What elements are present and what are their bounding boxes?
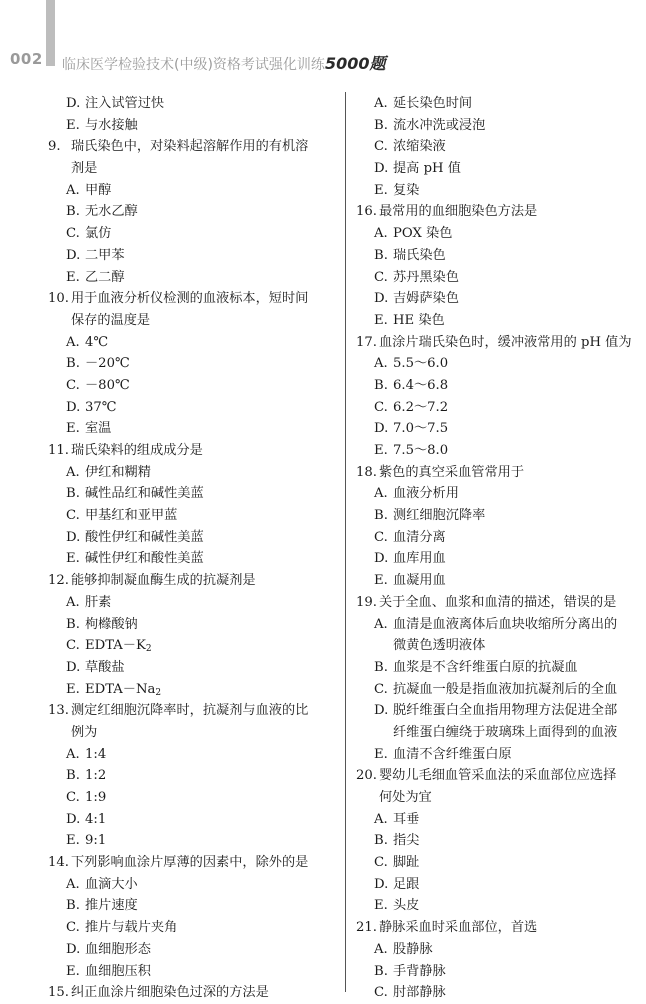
answer-option	[356, 679, 646, 701]
option-letter: C.	[66, 790, 80, 805]
option-subscript: 2	[155, 687, 162, 698]
option-letter: B.	[66, 898, 80, 914]
option-text: 吉姆萨染色	[393, 291, 459, 307]
option-letter: A.	[374, 486, 388, 502]
option-text: POX 染色	[393, 226, 453, 242]
option-letter: C.	[374, 681, 388, 697]
option-letter: D.	[66, 529, 81, 545]
question-text: 最常用的血细胞染色方法是	[379, 204, 538, 220]
option-letter: B.	[66, 616, 80, 632]
option-letter: A.	[374, 811, 388, 827]
option-letter: E.	[66, 269, 80, 285]
option-text: 瑞氏染色	[393, 247, 446, 263]
question-number: 12.	[48, 573, 69, 589]
option-text: 血液分析用	[393, 486, 459, 502]
page-header	[0, 48, 646, 74]
answer-option	[356, 505, 646, 527]
option-letter: B.	[374, 963, 388, 979]
answer-option	[48, 765, 340, 787]
question-number: 9.	[48, 139, 61, 155]
option-text: 枸橼酸钠	[85, 616, 138, 632]
answer-option	[48, 657, 340, 679]
option-text: 血凝用血	[393, 573, 446, 589]
option-letter: A.	[374, 356, 388, 372]
option-text: 提高 pH 值	[393, 161, 461, 177]
option-text: 草酸盐	[85, 659, 125, 675]
option-text: 甲基红和亚甲蓝	[85, 508, 178, 524]
answer-option	[48, 744, 340, 766]
answer-option	[356, 397, 646, 419]
option-text: 氯仿	[85, 226, 112, 242]
answer-option	[356, 375, 646, 397]
question-number: 18.	[356, 464, 377, 480]
answer-option	[356, 961, 646, 983]
answer-option	[48, 201, 340, 223]
option-text: 股静脉	[393, 941, 433, 957]
option-text: 4:1	[85, 811, 107, 827]
book-title-emphasis: 5000题	[324, 54, 386, 73]
question-text: 血涂片瑞氏染色时，缓冲液常用的 pH 值为	[379, 334, 632, 350]
question-number: 20.	[356, 768, 377, 784]
question-number: 11.	[48, 443, 69, 458]
question-number: 21.	[356, 920, 377, 936]
answer-option	[48, 679, 340, 701]
option-text: 手背静脉	[393, 963, 446, 979]
question-text: 静脉采血时采血部位，首选	[379, 920, 538, 936]
option-letter: C.	[374, 269, 388, 285]
option-letter: C.	[374, 529, 388, 545]
answer-option	[356, 93, 646, 115]
option-letter: E.	[66, 681, 80, 697]
option-text: 5.5～6.0	[393, 356, 449, 372]
question-text: 下列影响血涂片厚薄的因素中，除外的是	[71, 855, 309, 871]
question-line	[356, 765, 646, 787]
option-letter: E.	[374, 898, 388, 914]
question-line	[48, 982, 340, 1004]
option-letter: D.	[66, 811, 81, 827]
question-text: 瑞氏染色中，对染料起溶解作用的有机溶	[71, 139, 309, 155]
answer-option	[48, 635, 340, 657]
option-letter: A.	[374, 226, 388, 242]
option-text: 4℃	[85, 334, 109, 350]
option-text: 复染	[393, 182, 420, 198]
option-letter: B.	[374, 833, 388, 849]
answer-option	[48, 332, 340, 354]
option-letter: D.	[374, 421, 389, 437]
answer-option	[356, 852, 646, 874]
answer-option	[356, 267, 646, 289]
question-line	[48, 136, 340, 158]
option-text: 9:1	[85, 833, 107, 849]
question-line	[48, 440, 340, 462]
question-text: 能够抑制凝血酶生成的抗凝剂是	[71, 573, 256, 589]
option-letter: D.	[66, 941, 81, 957]
option-text: －80℃	[85, 377, 130, 393]
option-text: 室温	[85, 421, 112, 437]
option-text: EDTA－Na	[85, 681, 156, 697]
answer-option	[48, 830, 340, 852]
answer-option	[356, 830, 646, 852]
question-line	[356, 592, 646, 614]
option-letter: D.	[66, 96, 81, 111]
option-text: 与水接触	[85, 117, 138, 133]
answer-option	[356, 418, 646, 440]
option-letter: B.	[374, 117, 388, 133]
answer-option	[48, 353, 340, 375]
question-line	[48, 570, 340, 592]
page-number: 002	[10, 50, 43, 68]
answer-option	[356, 310, 646, 332]
option-letter: A.	[374, 941, 388, 957]
option-text: 血清分离	[393, 529, 446, 545]
answer-option	[356, 180, 646, 202]
option-letter: C.	[374, 855, 388, 871]
option-text: 注入试管过快	[85, 96, 165, 111]
option-letter: B.	[374, 659, 388, 675]
option-text: 肘部静脉	[393, 985, 446, 1001]
answer-option	[48, 917, 340, 939]
option-letter: D.	[374, 551, 389, 567]
option-letter: B.	[374, 247, 388, 263]
option-text: 流水冲洗或浸泡	[393, 117, 486, 133]
option-letter: E.	[374, 182, 388, 198]
option-letter: A.	[66, 594, 80, 610]
answer-option	[48, 418, 340, 440]
option-letter: C.	[66, 920, 80, 936]
option-text: HE 染色	[393, 312, 445, 328]
option-text: 乙二醇	[85, 269, 125, 285]
option-text: 血细胞形态	[85, 941, 151, 957]
option-text: 酸性伊红和碱性美蓝	[85, 529, 204, 545]
option-continuation: 纤维蛋白缠绕于玻璃珠上面得到的血液	[393, 724, 618, 740]
option-text: 抗凝血一般是指血液加抗凝剂后的全血	[393, 681, 618, 697]
option-continuation: 微黄色透明液体	[393, 638, 486, 654]
option-text: EDTA－K	[85, 638, 146, 654]
question-text: 紫色的真空采血管常用于	[379, 464, 525, 480]
answer-option	[48, 180, 340, 202]
question-continuation: 例为	[71, 724, 98, 740]
question-line	[48, 288, 340, 310]
option-text: 推片与载片夹角	[85, 920, 178, 936]
answer-option	[356, 483, 646, 505]
question-line	[48, 852, 340, 874]
option-text: 耳垂	[393, 811, 420, 827]
option-letter: D.	[66, 659, 81, 675]
option-text: 6.2～7.2	[393, 399, 449, 415]
answer-option	[356, 353, 646, 375]
option-text: 足跟	[393, 876, 420, 892]
option-text: 头皮	[393, 898, 420, 914]
option-letter: E.	[374, 312, 388, 328]
option-letter: C.	[374, 139, 388, 155]
option-text: 甲醇	[85, 182, 112, 198]
option-letter: A.	[66, 876, 80, 892]
option-letter: C.	[66, 638, 80, 654]
answer-option	[48, 527, 340, 549]
option-text: 7.0～7.5	[393, 421, 449, 437]
option-text: 血清是血液离体后血块收缩所分离出的	[393, 616, 618, 632]
option-letter: B.	[374, 377, 388, 393]
option-letter: C.	[66, 508, 80, 524]
answer-option	[48, 93, 340, 115]
question-number: 10.	[48, 291, 69, 307]
answer-option	[48, 548, 340, 570]
question-number: 14.	[48, 855, 69, 871]
question-line	[48, 700, 340, 722]
option-letter: E.	[66, 421, 80, 437]
answer-option	[48, 592, 340, 614]
question-continuation: 剂是	[71, 161, 98, 177]
option-letter: B.	[374, 508, 388, 524]
option-letter: E.	[374, 746, 388, 762]
option-letter: A.	[374, 616, 388, 632]
option-letter: D.	[66, 399, 81, 415]
option-text: 碱性品红和碱性美蓝	[85, 486, 204, 502]
answer-option	[356, 288, 646, 310]
answer-option	[48, 787, 340, 809]
left-column	[48, 93, 340, 1004]
question-number: 19.	[356, 594, 377, 610]
option-text: 肝素	[85, 594, 112, 610]
question-number: 15.	[48, 985, 69, 1001]
option-text: 血滴大小	[85, 876, 138, 892]
answer-option	[48, 939, 340, 961]
answer-option	[48, 462, 340, 484]
answer-option	[356, 136, 646, 158]
question-line	[356, 201, 646, 223]
question-text: 瑞氏染料的组成成分是	[71, 443, 203, 458]
option-text: 苏丹黑染色	[393, 269, 459, 285]
option-letter: C.	[66, 226, 80, 242]
option-text: 脚趾	[393, 855, 420, 871]
answer-option	[48, 505, 340, 527]
option-text: 37℃	[85, 399, 117, 415]
option-text: 血清不含纤维蛋白原	[393, 746, 512, 762]
answer-option	[48, 874, 340, 896]
option-text: 伊红和糊精	[85, 464, 151, 480]
option-text: 血浆是不含纤维蛋白原的抗凝血	[393, 659, 578, 675]
question-number: 13.	[48, 703, 69, 719]
option-text: 碱性伊红和酸性美蓝	[85, 551, 204, 567]
answer-option	[356, 895, 646, 917]
option-text: 7.5～8.0	[393, 443, 449, 458]
option-text: 测红细胞沉降率	[393, 508, 486, 524]
answer-option	[356, 700, 646, 722]
answer-option	[356, 570, 646, 592]
answer-option	[48, 245, 340, 267]
option-text: 无水乙醇	[85, 204, 138, 220]
answer-option	[356, 115, 646, 137]
option-text: 推片速度	[85, 898, 138, 914]
answer-option	[48, 895, 340, 917]
option-text: 指尖	[393, 833, 420, 849]
option-text: 血细胞压积	[85, 963, 151, 979]
option-letter: D.	[374, 876, 389, 892]
question-line	[356, 917, 646, 939]
option-text: 6.4～6.8	[393, 377, 449, 393]
answer-option	[48, 397, 340, 419]
option-letter: B.	[66, 486, 80, 502]
option-letter: D.	[374, 161, 389, 177]
option-text: 1:4	[85, 746, 107, 762]
answer-option	[48, 483, 340, 505]
question-number: 17.	[356, 334, 377, 350]
option-letter: E.	[66, 551, 80, 567]
answer-option	[48, 809, 340, 831]
question-line	[356, 462, 646, 484]
answer-option	[356, 223, 646, 245]
option-letter: C.	[374, 399, 388, 415]
answer-option	[356, 440, 646, 462]
option-letter: E.	[66, 117, 80, 133]
option-letter: D.	[66, 247, 81, 263]
answer-option	[48, 614, 340, 636]
question-number: 16.	[356, 204, 377, 220]
question-continuation: 何处为宜	[379, 790, 432, 805]
question-text: 关于全血、血浆和血清的描述，错误的是	[379, 594, 617, 610]
answer-option	[356, 874, 646, 896]
option-letter: B.	[66, 356, 80, 372]
right-column	[356, 93, 646, 1004]
question-text: 测定红细胞沉降率时，抗凝剂与血液的比	[71, 703, 309, 719]
column-divider	[345, 92, 346, 992]
option-letter: E.	[66, 833, 80, 849]
answer-option	[48, 375, 340, 397]
option-letter: A.	[66, 182, 80, 198]
option-text: 浓缩染液	[393, 139, 446, 155]
option-text: 1:9	[85, 790, 107, 805]
option-letter: E.	[374, 573, 388, 589]
answer-option	[356, 939, 646, 961]
option-letter: B.	[66, 204, 80, 220]
book-title-text: 临床医学检验技术(中级)资格考试强化训练	[62, 57, 325, 73]
answer-option	[48, 223, 340, 245]
answer-option	[356, 657, 646, 679]
option-subscript: 2	[145, 644, 152, 655]
option-text: 脱纤维蛋白全血指用物理方法促进全部	[393, 703, 618, 719]
option-text: 延长染色时间	[393, 96, 473, 111]
answer-option	[356, 245, 646, 267]
option-letter: D.	[374, 291, 389, 307]
question-continuation: 保存的温度是	[71, 312, 151, 328]
question-text: 用于血液分析仪检测的血液标本，短时间	[71, 291, 309, 307]
option-text: 1:2	[85, 768, 107, 784]
answer-option	[356, 614, 646, 636]
option-text: 血库用血	[393, 551, 446, 567]
option-text: 二甲苯	[85, 247, 125, 263]
answer-option	[48, 267, 340, 289]
answer-option	[48, 115, 340, 137]
option-letter: A.	[374, 96, 388, 111]
answer-option	[48, 961, 340, 983]
question-text: 婴幼儿毛细血管采血法的采血部位应选择	[379, 768, 617, 784]
answer-option	[356, 809, 646, 831]
answer-option	[356, 548, 646, 570]
option-letter: A.	[66, 464, 80, 480]
question-text: 纠正血涂片细胞染色过深的方法是	[71, 985, 269, 1001]
option-text: －20℃	[85, 356, 130, 372]
answer-option	[356, 527, 646, 549]
question-line	[356, 332, 646, 354]
option-letter: B.	[66, 768, 80, 784]
option-letter: C.	[66, 377, 80, 393]
answer-option	[356, 744, 646, 766]
option-letter: C.	[374, 985, 388, 1001]
option-letter: A.	[66, 334, 80, 350]
option-letter: A.	[66, 746, 80, 762]
book-title	[62, 51, 385, 74]
answer-option	[356, 158, 646, 180]
answer-option	[356, 982, 646, 1004]
option-letter: D.	[374, 703, 389, 719]
option-letter: E.	[66, 963, 80, 979]
option-letter: E.	[374, 443, 388, 458]
